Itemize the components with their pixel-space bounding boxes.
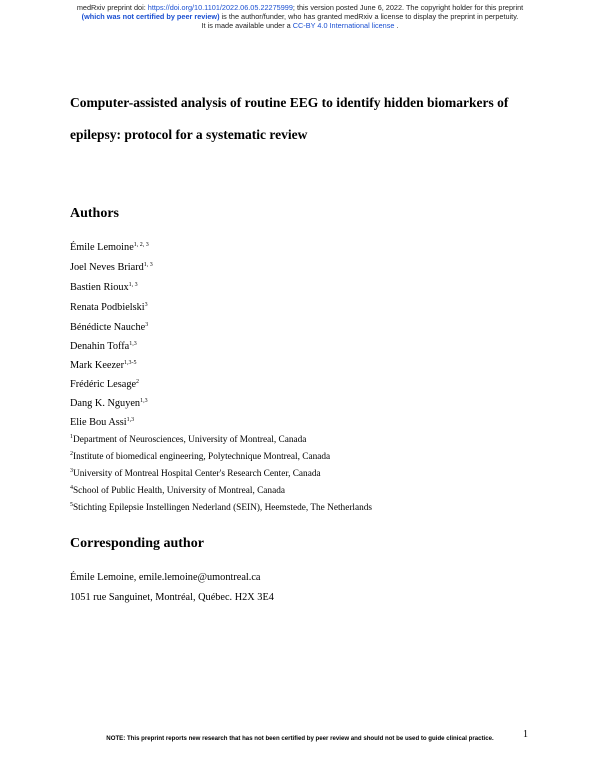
author-item: Frédéric Lesage$^2$ [70, 379, 140, 390]
corresponding-author-address: 1051 rue Sanguinet, Montréal, Québec. H2X 3E4 [70, 592, 274, 603]
preprint-footer-note: NOTE: This preprint reports new research that has not been certified by peer review and should not be used to guide clinical practice. [106, 735, 494, 742]
author-item: Mark Keezer$^{1,3-5}$ [70, 360, 137, 371]
affiliation-item: $^5$Stichting Epilepsie Instellingen Nederland (SEIN), Heemstede, The Netherlands [70, 502, 373, 513]
affiliation-item: $^1$Department of Neurosciences, University of Montreal, Canada [70, 434, 307, 445]
affiliation-item: $^2$Institute of biomedical engineering, Polytechnique Montreal, Canada [70, 451, 331, 462]
author-item: Bénédicte Nauche$^3$ [70, 322, 149, 333]
paper-title-line-1: Computer-assisted analysis of routine EEG to identify hidden biomarkers of [70, 95, 509, 110]
author-item: Denahin Toffa$^{1,3}$ [70, 341, 137, 352]
corresponding-author-heading: Corresponding author [70, 536, 204, 551]
header-line-2: (which was not certified by peer review) is the author/funder, who has granted medRxiv a license to display the preprint in perpetuity. [81, 12, 519, 21]
page-number: 1 [523, 729, 528, 740]
license-link[interactable]: CC-BY 4.0 International license [292, 21, 395, 30]
author-item: Émile Lemoine$^{1, 2, 3}$ [70, 242, 149, 253]
authors-heading: Authors [70, 206, 120, 221]
preprint-header [0, 3, 600, 30]
author-item: Renata Podbielski$^3$ [70, 302, 148, 313]
affiliation-item: $^4$School of Public Health, University of Montreal, Canada [70, 485, 285, 496]
header-line-1: medRxiv preprint doi: https://doi.org/10.1101/2022.06.05.22275999; this version posted June 6, 2022. The copyright holder for this preprint [76, 3, 524, 12]
author-item: Elie Bou Assi$^{1,3}$ [70, 417, 135, 428]
affiliation-item: $^3$University of Montreal Hospital Center's Research Center, Canada [70, 468, 321, 479]
author-item: Joel Neves Briard$^{1, 3}$ [70, 262, 153, 273]
doi-link[interactable]: https://doi.org/10.1101/2022.06.05.22275999 [147, 3, 293, 12]
header-line-3: It is made available under a CC-BY 4.0 International license . [201, 21, 399, 30]
author-item: Bastien Rioux$^{1, 3}$ [70, 282, 138, 293]
author-item: Dang K. Nguyen$^{1,3}$ [70, 398, 148, 409]
paper-title-line-2: epilepsy: protocol for a systematic review [70, 127, 308, 142]
corresponding-author-contact: Émile Lemoine, emile.lemoine@umontreal.ca [70, 572, 261, 583]
